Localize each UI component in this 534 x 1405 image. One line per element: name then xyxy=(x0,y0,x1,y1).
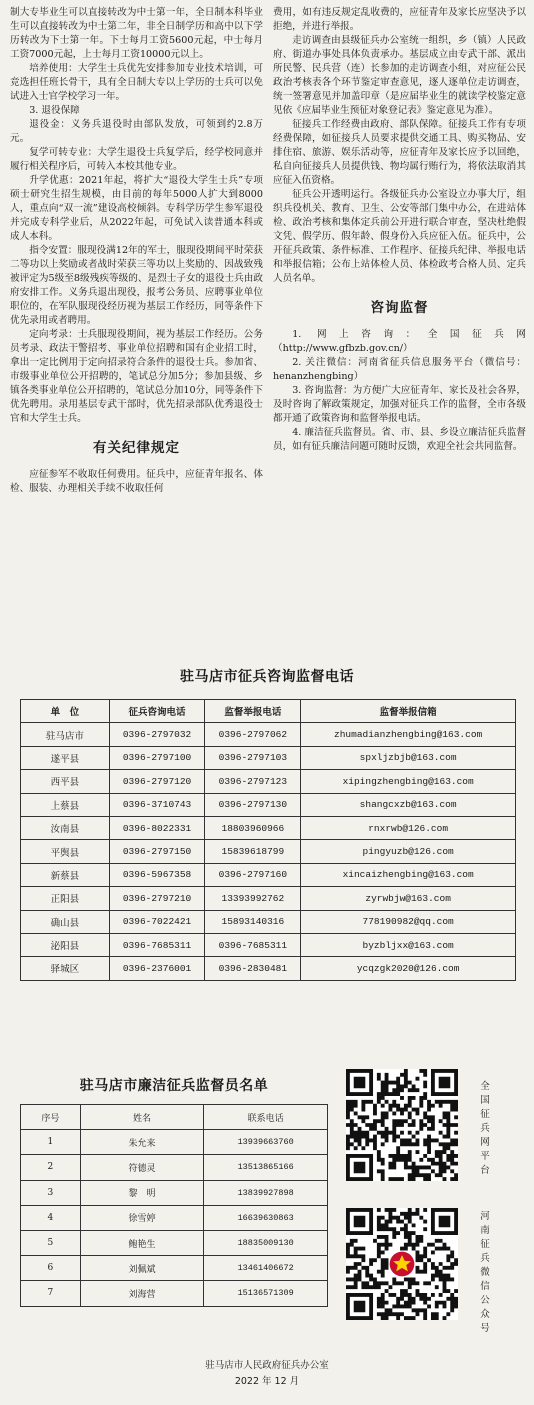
unit-cell: 正阳县 xyxy=(21,887,110,910)
index-cell: 3 xyxy=(21,1180,81,1205)
report-phone-cell[interactable]: 15839618799 xyxy=(205,840,301,863)
report-phone-cell[interactable]: 0396-2797123 xyxy=(205,770,301,793)
name-cell: 刘海营 xyxy=(80,1281,204,1306)
label-char: 号 xyxy=(480,1323,490,1334)
consult-phone-cell[interactable]: 0396-2376001 xyxy=(109,957,205,980)
qr-finder-mark xyxy=(431,1069,458,1096)
supervisor-table-title: 驻马店市廉洁征兵监督员名单 xyxy=(79,1078,269,1094)
label-char: 兵 xyxy=(480,1253,490,1264)
report-phone-cell[interactable]: 0396-7685311 xyxy=(205,933,301,956)
unit-cell: 汝南县 xyxy=(21,816,110,839)
footer-date: 2022 年 12 月 xyxy=(234,1376,300,1387)
index-cell: 4 xyxy=(21,1205,81,1230)
consult-phone-cell[interactable]: 0396-8022331 xyxy=(109,816,205,839)
table-row xyxy=(21,1256,328,1281)
index-cell: 7 xyxy=(21,1281,81,1306)
left-paragraph: 制大专毕业生可以直接转改为中士第一年，全日制本科毕业生可以直接转改为中士第二年，非全日制学历和高中以下学历转改为下士第一年。下士每月工资5600元起，中士每月工资7000元起，上士每月工资10000元以上。 xyxy=(10,7,263,60)
phone-table-title: 驻马店市征兵咨询监督电话 xyxy=(180,669,354,685)
right-column xyxy=(273,6,526,602)
table-row xyxy=(21,1155,328,1180)
qr-label-national xyxy=(478,1080,492,1178)
article-columns xyxy=(10,6,526,602)
supervisor-table xyxy=(20,1104,328,1307)
name-cell: 符德灵 xyxy=(80,1155,204,1180)
left-paragraph: 升学优惠：2021年起，将扩大“退役大学生士兵”专项硕士研究生招生规模，由目前的每年5000人扩大到8000人，重点向“双一流”建设高校倾斜。专科学历学生参军退役并完成专科学业后，从2022年起，可免试入读普通本科或成人本科。 xyxy=(10,175,263,242)
phone-cell[interactable]: 13461406672 xyxy=(204,1256,328,1281)
column-header: 联系电话 xyxy=(204,1105,328,1130)
table-row xyxy=(21,723,516,746)
table-row xyxy=(21,910,516,933)
left-paragraph: 定向考录：士兵服现役期间，视为基层工作经历。公务员考录、政法干警招考、事业单位招聘和国有企业招工时，拿出一定比例用于定向招录符合条件的退役士兵。参加省、市级事业单位公开招聘的，笔试总分加5分；参加县级、乡镇各类事业单位公开招聘的，笔试总分加10分，同等条件下优先聘用。录用基层专武干部时，优先招录部队优秀退役士官和大学生士兵。 xyxy=(10,329,263,424)
name-cell: 黎 明 xyxy=(80,1180,204,1205)
table-row xyxy=(21,1180,328,1205)
label-char: 兵 xyxy=(480,1123,490,1134)
report-email-cell[interactable]: zhumadianzhengbing@163.com xyxy=(301,723,516,746)
column-header: 监督举报电话 xyxy=(205,700,301,723)
report-phone-cell[interactable]: 0396-2797103 xyxy=(205,746,301,769)
consult-item: 2. 关注微信：河南省征兵信息服务平台（微信号：henanzhengbing） xyxy=(273,357,526,382)
right-paragraph: 费用，如有违反规定乱收费的，应征青年及家长应坚决予以拒绝，并进行举报。 xyxy=(273,7,526,32)
unit-cell: 西平县 xyxy=(21,770,110,793)
report-email-cell[interactable]: pingyuzb@126.com xyxy=(301,840,516,863)
consult-phone-cell[interactable]: 0396-3710743 xyxy=(109,793,205,816)
unit-cell: 泌阳县 xyxy=(21,933,110,956)
label-char: 台 xyxy=(480,1165,490,1176)
label-char: 微 xyxy=(480,1267,490,1278)
label-char: 国 xyxy=(480,1095,490,1106)
supervisor-table-header xyxy=(21,1105,328,1130)
report-phone-cell[interactable]: 18803960966 xyxy=(205,816,301,839)
left-paragraph: 3. 退役保障 xyxy=(29,105,80,116)
name-cell: 刘佩斌 xyxy=(80,1256,204,1281)
index-cell: 1 xyxy=(21,1130,81,1155)
table-row xyxy=(21,746,516,769)
table-row xyxy=(21,863,516,886)
unit-cell: 驿城区 xyxy=(21,957,110,980)
phone-cell[interactable]: 15136571309 xyxy=(204,1281,328,1306)
name-cell: 朱允来 xyxy=(80,1130,204,1155)
qr-finder-mark xyxy=(346,1208,373,1235)
label-char: 信 xyxy=(480,1281,490,1292)
right-paragraph: 走访调查由县级征兵办公室统一组织，乡（镇）人民政府、街道办事处具体负责承办。基层成立由专武干部、派出所民警、民兵营（连）长参加的走访调查小组，对应征公民政治考核表各个环节鉴定审查意见，逐人逐单位走访调查，统一签署意见并加盖印章（是应届毕业生的就读学校鉴定意见依《应届毕业生预征对象登记表》鉴定意见为准）。 xyxy=(273,35,526,116)
table-row xyxy=(21,816,516,839)
unit-cell: 平舆县 xyxy=(21,840,110,863)
table-row xyxy=(21,1130,328,1155)
report-phone-cell[interactable]: 13393992762 xyxy=(205,887,301,910)
consult-phone-cell[interactable]: 0396-2797120 xyxy=(109,770,205,793)
report-phone-cell[interactable]: 0396-2797130 xyxy=(205,793,301,816)
consult-phone-cell[interactable]: 0396-2797210 xyxy=(109,887,205,910)
qr-code-henan-wechat[interactable] xyxy=(346,1208,458,1320)
table-row xyxy=(21,770,516,793)
report-email-cell[interactable]: ycqzgk2020@126.com xyxy=(301,957,516,980)
table-row xyxy=(21,793,516,816)
phone-cell[interactable]: 16639630863 xyxy=(204,1205,328,1230)
label-char: 公 xyxy=(480,1295,490,1306)
qr-code-national-recruitment[interactable] xyxy=(346,1069,458,1181)
phone-cell[interactable]: 13513865166 xyxy=(204,1155,328,1180)
label-char: 众 xyxy=(480,1309,490,1320)
left-paragraph: 复学可转专业：大学生退役士兵复学后，经学校同意并履行相关程序后，可转入本校其他专业。 xyxy=(10,147,263,172)
consult-phone-cell[interactable]: 0396-2797032 xyxy=(109,723,205,746)
right-paragraph: 征兵公开透明运行。各级征兵办公室设立办事大厅，组织兵役机关、教育、卫生、公安等部门集中办公，在进站体检、政治考核和集体定兵前公开进行联合审查，坚决杜绝假文凭、假学历、假年龄、假身份入兵应征入伍。征兵中，公开征兵政策、条件标准、工作程序、征接兵纪律、举报电话和举报信箱；公布上站体检人员、体检政考合格人员、定兵人员名单。 xyxy=(273,189,526,284)
consult-item: 1. 网上咨询：全国征兵网（http://www.gfbzb.gov.cn/） xyxy=(273,329,526,354)
phone-cell[interactable]: 13939663760 xyxy=(204,1130,328,1155)
table-row xyxy=(21,1281,328,1306)
consult-item: 3. 咨询监督：为方便广大应征青年、家长及社会各界，及时咨询了解政策规定，加强对征兵工作的监督，全市各级都开通了政策咨询和监督举报电话。 xyxy=(273,385,526,424)
left-paragraph: 应征参军不收取任何费用。征兵中，应征青年报名、体检、服装、办理相关手续不收取任何 xyxy=(10,469,263,494)
label-char: 河 xyxy=(480,1211,490,1222)
column-header: 征兵咨询电话 xyxy=(109,700,205,723)
report-email-cell[interactable]: 778190982@qq.com xyxy=(301,910,516,933)
report-email-cell[interactable]: byzbljxx@163.com xyxy=(301,933,516,956)
phone-table-header xyxy=(21,700,516,723)
report-email-cell[interactable]: zyrwbjw@163.com xyxy=(301,887,516,910)
footer-org: 驻马店市人民政府征兵办公室 xyxy=(205,1360,329,1371)
name-cell: 鲍艳生 xyxy=(80,1230,204,1255)
column-header: 序号 xyxy=(21,1105,81,1130)
name-cell: 徐雪婷 xyxy=(80,1205,204,1230)
column-header: 姓名 xyxy=(80,1105,204,1130)
label-char: 全 xyxy=(480,1081,490,1092)
label-char: 平 xyxy=(480,1151,490,1162)
report-email-cell[interactable]: rnxrwb@126.com xyxy=(301,816,516,839)
consult-phone-cell[interactable]: 0396-2797100 xyxy=(109,746,205,769)
table-row xyxy=(21,957,516,980)
table-row xyxy=(21,887,516,910)
left-paragraph: 退役金：义务兵退役时由部队发放，可领到约2.8万元。 xyxy=(10,119,263,144)
phone-cell[interactable]: 18835009130 xyxy=(204,1230,328,1255)
column-header: 单 位 xyxy=(21,700,110,723)
label-char: 网 xyxy=(480,1137,490,1148)
column-header: 监督举报信箱 xyxy=(301,700,516,723)
qr-finder-mark xyxy=(346,1154,373,1181)
left-paragraph: 指令安置：服现役满12年的军士，服现役期间平时荣获二等功以上奖励或者战时荣获三等功以上奖励的、因战致残被评定为5级至8级残疾等级的、是烈士子女的退役士兵由政府安排工作。义务兵退出现役，报考公务员、应聘事业单位职位的，在军队服现役经历视为基层工作经历，同等条件下优先录用或者聘用。 xyxy=(10,245,263,326)
right-paragraph: 征接兵工作经费由政府、部队保障。征接兵工作有专项经费保障，如征接兵人员要求提供交通工具、购买物品、安排住宿、旅游、娱乐活动等，应征青年及家长应予以回绝，私自向征接兵人员提供钱、物均属行贿行为，将依法取消其应征入伍资格。 xyxy=(273,119,526,186)
phone-table xyxy=(20,699,516,981)
report-phone-cell[interactable]: 0396-2830481 xyxy=(205,957,301,980)
report-email-cell[interactable]: xipingzhengbing@163.com xyxy=(301,770,516,793)
report-email-cell[interactable]: spxljzbjb@163.com xyxy=(301,746,516,769)
report-phone-cell[interactable]: 15893140316 xyxy=(205,910,301,933)
table-row xyxy=(21,1205,328,1230)
label-char: 征 xyxy=(480,1239,490,1250)
table-row xyxy=(21,1230,328,1255)
consult-phone-cell[interactable]: 0396-7022421 xyxy=(109,910,205,933)
qr-finder-mark xyxy=(346,1069,373,1096)
consult-phone-cell[interactable]: 0396-5967358 xyxy=(109,863,205,886)
section-title-consultation: 咨询监督 xyxy=(370,300,429,316)
qr-finder-mark xyxy=(346,1293,373,1320)
phone-cell[interactable]: 13839927898 xyxy=(204,1180,328,1205)
qr-finder-mark xyxy=(431,1208,458,1235)
consult-phone-cell[interactable]: 0396-7685311 xyxy=(109,933,205,956)
unit-cell: 上蔡县 xyxy=(21,793,110,816)
table-row xyxy=(21,933,516,956)
label-char: 南 xyxy=(480,1225,490,1236)
report-phone-cell[interactable]: 0396-2797160 xyxy=(205,863,301,886)
section-title-discipline: 有关纪律规定 xyxy=(93,440,180,456)
table-row xyxy=(21,840,516,863)
unit-cell: 遂平县 xyxy=(21,746,110,769)
report-email-cell[interactable]: shangcxzb@163.com xyxy=(301,793,516,816)
report-email-cell[interactable]: xincaizhengbing@163.com xyxy=(301,863,516,886)
left-paragraph: 培养使用：大学生士兵优先安排参加专业技术培训，可竞选担任班长骨干，具有全日制大专以上学历的士兵可以免试进入士官学校学习一年。 xyxy=(10,63,263,102)
index-cell: 5 xyxy=(21,1230,81,1255)
index-cell: 2 xyxy=(21,1155,81,1180)
consult-item: 4. 廉洁征兵监督员。省、市、县、乡设立廉洁征兵监督员，如有征兵廉洁问题可随时反馈，欢迎全社会共同监督。 xyxy=(273,427,526,452)
unit-cell: 新蔡县 xyxy=(21,863,110,886)
unit-cell: 确山县 xyxy=(21,910,110,933)
unit-cell: 驻马店市 xyxy=(21,723,110,746)
left-column xyxy=(10,6,263,602)
index-cell: 6 xyxy=(21,1256,81,1281)
qr-label-henan xyxy=(478,1210,492,1336)
consult-phone-cell[interactable]: 0396-2797150 xyxy=(109,840,205,863)
report-phone-cell[interactable]: 0396-2797062 xyxy=(205,723,301,746)
label-char: 征 xyxy=(480,1109,490,1120)
